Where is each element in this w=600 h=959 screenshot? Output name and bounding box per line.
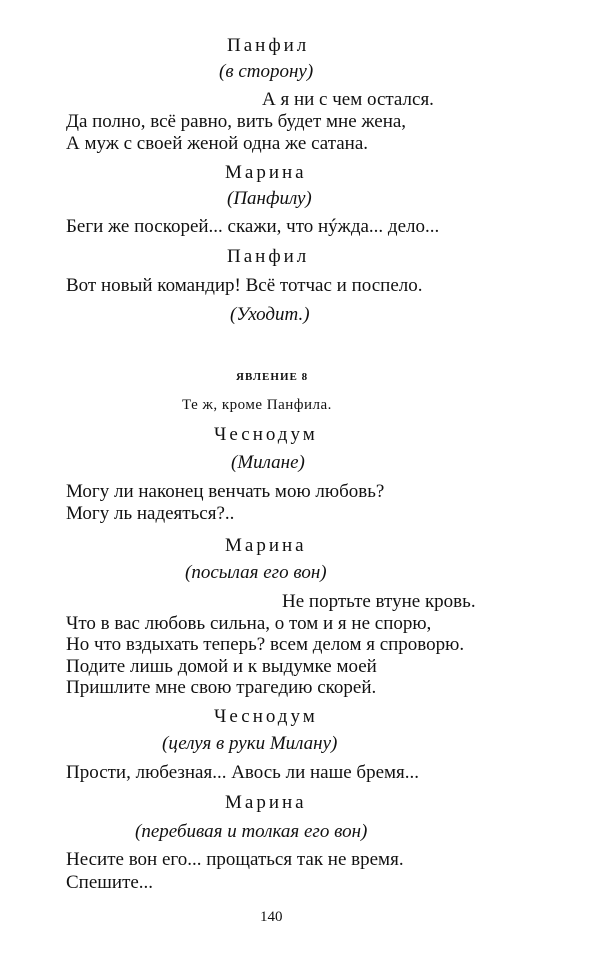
speaker-name: Чеснодум: [214, 706, 318, 727]
verse-line: Да полно, всё равно, вить будет мне жена,: [66, 111, 407, 132]
stage-direction: (целуя в руки Милану): [162, 733, 338, 754]
verse-line: Но что вздыхать теперь? всем делом я спроворю.: [66, 634, 465, 655]
cast-line: Те ж, кроме Панфила.: [182, 397, 332, 413]
speaker-name: Панфил: [227, 35, 310, 56]
stage-direction: (Милане): [231, 452, 305, 473]
verse-line: Подите лишь домой и к выдумке моей: [66, 656, 377, 677]
verse-line: Могу ли наконец венчать мою любовь?: [66, 481, 385, 502]
verse-line: Могу ль надеяться?..: [66, 503, 235, 524]
stage-direction: (Уходит.): [230, 304, 310, 325]
verse-line: А муж с своей женой одна же сатана.: [66, 133, 369, 154]
verse-line: Не портьте втуне кровь.: [282, 591, 476, 612]
verse-line: Беги же поскорей... скажи, что нýжда... дело...: [66, 216, 440, 237]
scene-heading: ЯВЛЕНИЕ 8: [236, 371, 309, 383]
verse-line: А я ни с чем остался.: [262, 89, 434, 110]
verse-line: Прости, любезная... Авось ли наше бремя...: [66, 762, 420, 783]
stage-direction: (в сторону): [219, 61, 314, 82]
stage-direction: (Панфилу): [227, 188, 312, 209]
verse-line: Несите вон его... прощаться так не время.: [66, 849, 404, 870]
page-number: 140: [260, 909, 283, 925]
verse-line: Что в вас любовь сильна, о том и я не спорю,: [66, 613, 432, 634]
speaker-name: Чеснодум: [214, 424, 318, 445]
stage-direction: (перебивая и толкая его вон): [135, 821, 368, 842]
speaker-name: Панфил: [227, 246, 310, 267]
verse-line: Вот новый командир! Всё тотчас и поспело.: [66, 275, 423, 296]
verse-line: Пришлите мне свою трагедию скорей.: [66, 677, 377, 698]
speaker-name: Марина: [225, 162, 307, 183]
speaker-name: Марина: [225, 792, 307, 813]
stage-direction: (посылая его вон): [185, 562, 327, 583]
speaker-name: Марина: [225, 535, 307, 556]
verse-line: Спешите...: [66, 872, 154, 893]
